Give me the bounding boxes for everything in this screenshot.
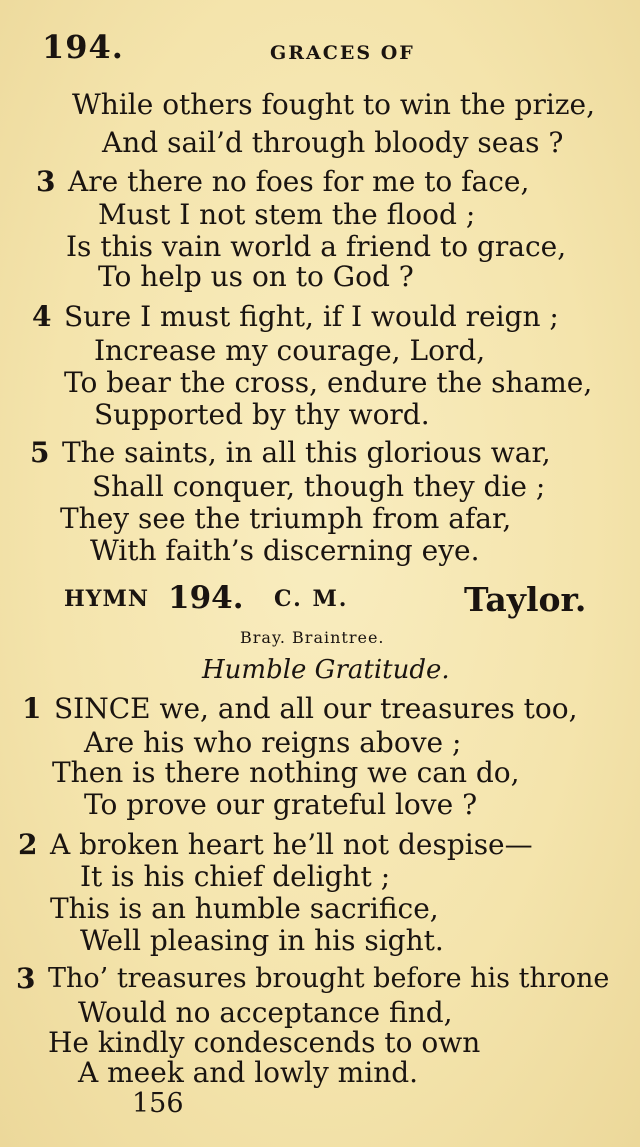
- page-header: [0, 28, 640, 68]
- verse-line: Shall conquer, though they die ;: [92, 470, 546, 503]
- verse-line: A broken heart he’ll not despise—: [50, 828, 533, 861]
- stanza-number: 3: [36, 165, 56, 198]
- hymn-label: HYMN: [64, 586, 149, 612]
- hymn-subtitle: Humble Gratitude.: [202, 655, 450, 685]
- hymn-number: 194.: [168, 580, 244, 616]
- stanza-number: 1: [22, 692, 42, 725]
- verse-line: A meek and lowly mind.: [78, 1056, 419, 1089]
- verse-line: Then is there nothing we can do,: [52, 756, 520, 789]
- verse-line: It is his chief delight ;: [80, 860, 391, 893]
- verse-line: This is an humble sacrifice,: [50, 892, 439, 925]
- page-number: 194.: [42, 28, 124, 66]
- stanza-number: 2: [18, 828, 38, 861]
- verse-line: Well pleasing in his sight.: [80, 924, 444, 957]
- running-head: GRACES OF: [270, 42, 415, 64]
- hymn-heading: [0, 580, 640, 624]
- tune-names: Bray. Braintree.: [240, 628, 385, 647]
- verse-line: With faith’s discerning eye.: [90, 534, 480, 567]
- verse-line: To help us on to God ?: [98, 260, 414, 293]
- verse-line: Supported by thy word.: [94, 398, 430, 431]
- stanza-number: 4: [32, 300, 52, 333]
- stanza-number: 5: [30, 436, 50, 469]
- hymn-meter: C. M.: [274, 586, 349, 612]
- verse-line: They see the triumph from afar,: [60, 502, 512, 535]
- verse-line: The saints, in all this glorious war,: [62, 436, 551, 469]
- footer-page-number: 156: [132, 1088, 184, 1119]
- verse-line: While others fought to win the prize,: [72, 88, 596, 121]
- verse-line: And sail’d through bloody seas ?: [102, 126, 564, 159]
- hymn-author: Taylor.: [464, 580, 587, 619]
- verse-line: Must I not stem the flood ;: [98, 198, 476, 231]
- verse-line: Is this vain world a friend to grace,: [66, 230, 567, 263]
- verse-line: To bear the cross, endure the shame,: [64, 366, 593, 399]
- verse-line: Tho’ treasures brought before his throne: [48, 963, 610, 994]
- verse-line: Would no acceptance find,: [78, 996, 453, 1029]
- stanza-number: 3: [16, 962, 36, 995]
- verse-line: To prove our grateful love ?: [84, 788, 478, 821]
- verse-line: Sure I must fight, if I would reign ;: [64, 300, 559, 333]
- verse-line: Increase my courage, Lord,: [94, 334, 486, 367]
- verse-line: Are there no foes for me to face,: [68, 165, 530, 198]
- verse-line: SINCE we, and all our treasures too,: [54, 692, 578, 725]
- verse-line: Are his who reigns above ;: [84, 726, 462, 759]
- verse-line: He kindly condescends to own: [48, 1026, 481, 1059]
